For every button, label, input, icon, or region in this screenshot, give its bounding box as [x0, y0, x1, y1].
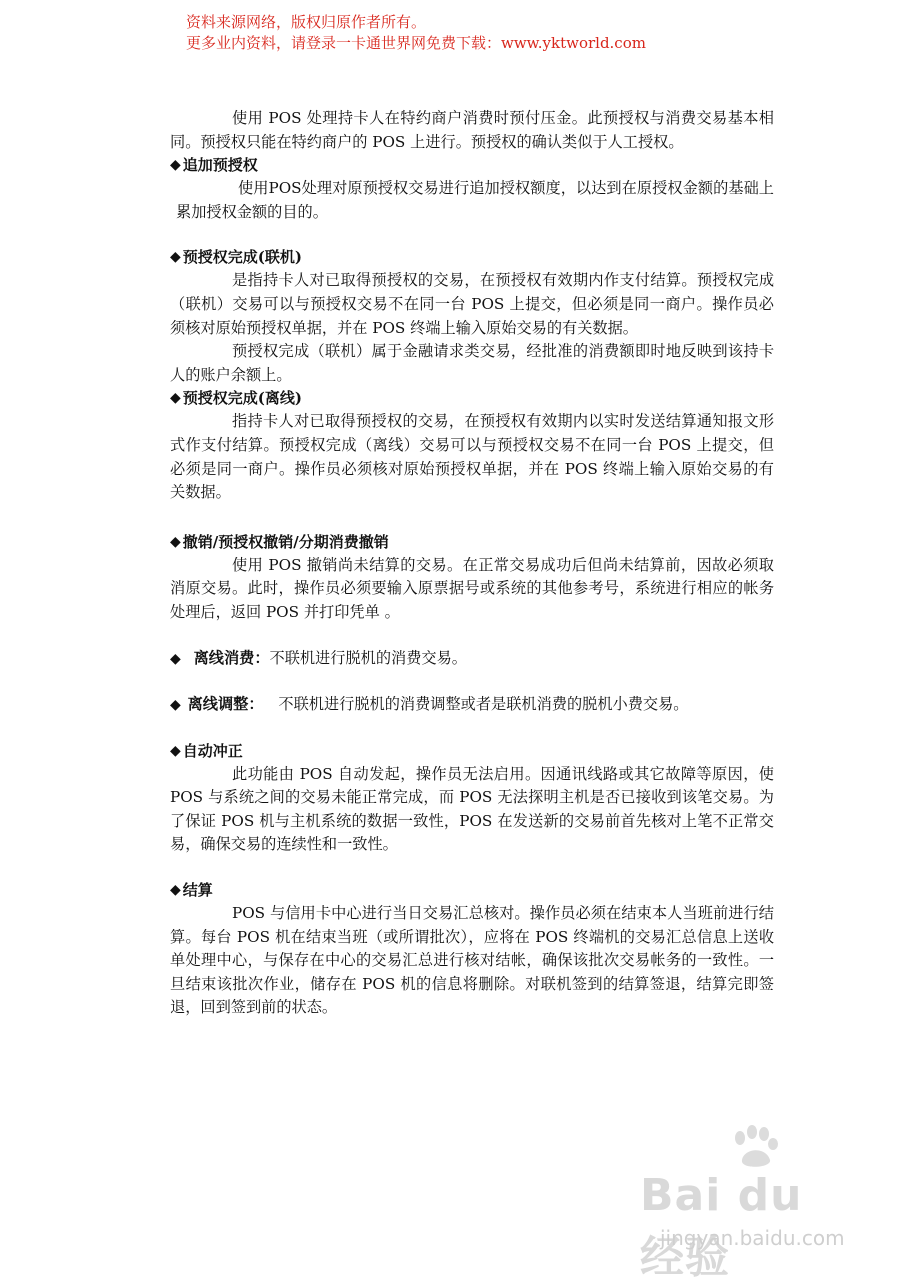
copyright-notice: [186, 12, 646, 54]
diamond-bullet-icon: ◆: [170, 742, 181, 759]
section-heading-settlement: [170, 879, 774, 902]
diamond-bullet-icon: ◆: [170, 650, 181, 667]
section-title: 预授权完成(联机): [182, 248, 302, 267]
section-heading-complete-offline: [170, 387, 774, 410]
complete-online-paragraph-2: 预授权完成（联机）属于金融请求类交易，经批准的消费额即时地反映到该持卡人的账户余额上。: [170, 342, 774, 384]
notice-line-1: 资料来源网络，版权归原作者所有。: [186, 13, 427, 31]
complete-offline-paragraph: 指持卡人对已取得预授权的交易，在预授权有效期内以实时发送结算通知报文形式作支付结算。预授权完成（离线）交易可以与预授权交易不在同一台 POS 上提交，但必须是同一商户。操作员必须核对原始预授权单据，并在 POS 终端上输入原始交易的有关数据。: [170, 412, 774, 502]
diamond-bullet-icon: ◆: [170, 882, 181, 899]
intro-paragraph: 使用 POS 处理持卡人在特约商户消费时预付压金。此预授权与消费交易基本相同。预授权只能在特约商户的 POS 上进行。预授权的确认类似于人工授权。: [170, 109, 774, 151]
offline-sale-title: 离线消费：: [193, 648, 270, 667]
add-preauth-paragraph: 使用POS处理对原预授权交易进行追加授权额度，以达到在原授权金额的基础上累加授权金额的目的。: [176, 179, 774, 221]
section-heading-void: [170, 531, 774, 554]
offline-sale-line: [170, 647, 774, 672]
section-heading-auto-reversal: [170, 740, 774, 763]
paw-icon: [726, 1124, 782, 1172]
complete-online-paragraph-1: 是指持卡人对已取得预授权的交易，在预授权有效期内作支付结算。预授权完成（联机）交易可以与预授权交易不在同一台 POS 上提交，但必须是同一商户。操作员必须核对原始预授权单据，并在 POS 终端上输入原始交易的有关数据。: [170, 271, 774, 337]
section-title: 自动冲正: [182, 741, 243, 760]
void-paragraph: 使用 POS 撤销尚未结算的交易。在正常交易成功后但尚未结算前，因故必须取消原交易。此时，操作员必须要输入原票据号或系统的其他参考号，系统进行相应的帐务处理后，返回 POS 并打印凭单 。: [170, 555, 774, 621]
offline-adjust-line: [170, 693, 774, 718]
baidu-jingyan-watermark: [640, 1148, 860, 1283]
section-heading-add-preauth: [170, 154, 774, 177]
settlement-paragraph: POS 与信用卡中心进行当日交易汇总核对。操作员必须在结束本人当班前进行结算。每台 POS 机在结束当班（或所谓批次），应将在 POS 终端机的交易汇总信息上送收单处理中心，与保存在中心的交易汇总进行核对结帐，确保该批次交易帐务的一致性。一旦结束该批次作业，储存在 POS 机的信息将删除。对联机签到的结算签退，结算完即签退，回到签到前的状态。: [170, 904, 774, 1017]
notice-line-2: 更多业内资料，请登录一卡通世界网免费下载：www.yktworld.com: [186, 34, 646, 52]
watermark-url: jingyan.baidu.com: [660, 1226, 845, 1250]
diamond-bullet-icon: ◆: [170, 390, 181, 407]
offline-sale-body: 不联机进行脱机的消费交易。: [269, 648, 467, 667]
watermark-logo: Bai du 经验: [640, 1170, 803, 1283]
section-title: 撤销/预授权撤销/分期消费撤销: [182, 532, 389, 551]
document-body: [170, 107, 774, 1020]
section-title: 追加预授权: [182, 156, 258, 175]
offline-adjust-body: 不联机进行脱机的消费调整或者是联机消费的脱机小费交易。: [278, 695, 689, 714]
section-heading-complete-online: [170, 246, 774, 269]
offline-adjust-title: 离线调整：: [187, 695, 264, 714]
section-title: 结算: [182, 881, 213, 900]
diamond-bullet-icon: ◆: [170, 249, 181, 266]
diamond-bullet-icon: ◆: [170, 533, 181, 550]
auto-reversal-paragraph: 此功能由 POS 自动发起，操作员无法启用。因通讯线路或其它故障等原因，使 POS 与系统之间的交易未能正常完成，而 POS 无法探明主机是否已接收到该笔交易。为了保证 POS 机与主机系统的数据一致性，POS 在发送新的交易前首先核对上笔不正常交易，确保交易的连续性和一致性。: [170, 764, 774, 854]
diamond-bullet-icon: ◆: [170, 697, 181, 714]
diamond-bullet-icon: ◆: [170, 157, 181, 174]
section-title: 预授权完成(离线): [182, 389, 302, 408]
